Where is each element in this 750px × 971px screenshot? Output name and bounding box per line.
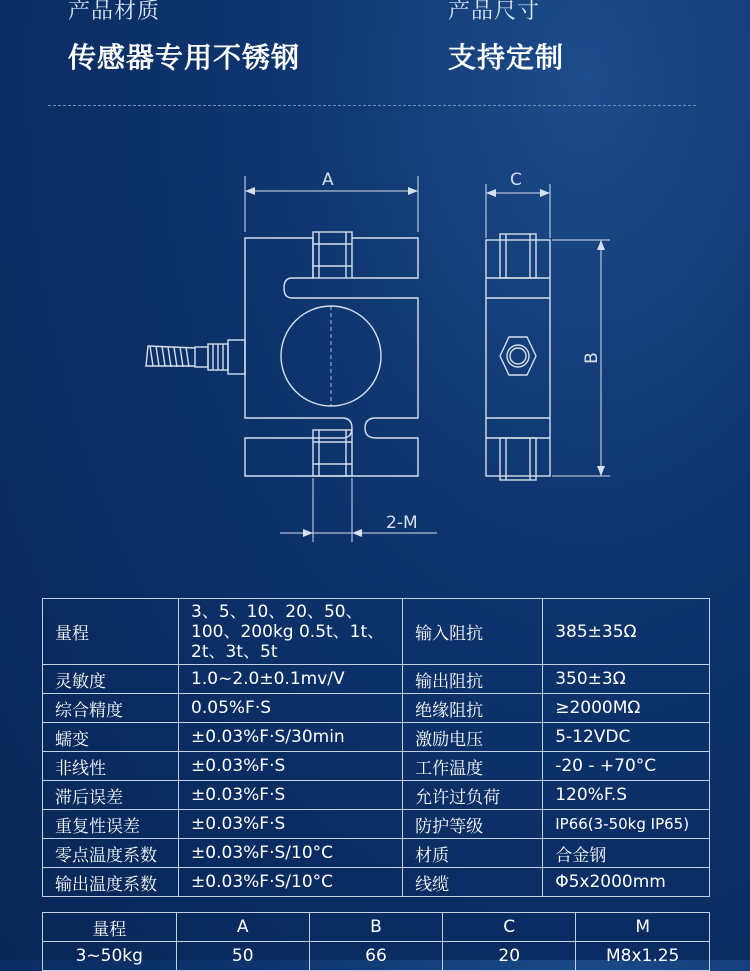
table-cell: 20: [443, 942, 576, 971]
table-row: [43, 694, 710, 723]
spec-value: ±0.03%F·S: [179, 781, 403, 810]
sensor-technical-drawing: [0, 150, 750, 560]
column-header: B: [309, 913, 442, 942]
column-header: A: [176, 913, 309, 942]
table-row: [43, 752, 710, 781]
table-row: [43, 868, 710, 897]
spec-label: 灵敏度: [43, 665, 179, 694]
table-cell: M8x1.25: [576, 942, 710, 971]
spec-value: 3、5、10、20、50、100、200kg 0.5t、1t、2t、3t、5t: [179, 599, 403, 665]
spec-value: ±0.03%F·S/10°C: [179, 839, 403, 868]
spec-label: 输出温度系数: [43, 868, 179, 897]
table-header-row: [43, 913, 710, 942]
spec-value: 120%F.S: [543, 781, 710, 810]
spec-value: Φ5x2000mm: [543, 868, 710, 897]
spec-label: 线缆: [403, 868, 543, 897]
table-cell: 3~50kg: [43, 942, 177, 971]
material-label: 产品材质: [68, 0, 161, 24]
spec-label: 综合精度: [43, 694, 179, 723]
spec-value: 350±3Ω: [543, 665, 710, 694]
column-header: C: [443, 913, 576, 942]
table-row: [43, 723, 710, 752]
column-header: 量程: [43, 913, 177, 942]
table-row: [43, 781, 710, 810]
dimension-label-b: B: [582, 352, 602, 364]
spec-label: 零点温度系数: [43, 839, 179, 868]
spec-label: 允许过负荷: [403, 781, 543, 810]
spec-value: 1.0~2.0±0.1mv/V: [179, 665, 403, 694]
dimension-table: [42, 912, 710, 971]
dimension-label-2m: 2-M: [386, 513, 418, 533]
dimension-label-c: C: [510, 170, 522, 190]
table-cell: 50: [176, 942, 309, 971]
spec-value: ≥2000MΩ: [543, 694, 710, 723]
table-row: [43, 942, 710, 971]
spec-label: 重复性误差: [43, 810, 179, 839]
spec-label: 激励电压: [403, 723, 543, 752]
header-divider: [48, 105, 696, 106]
spec-label: 滞后误差: [43, 781, 179, 810]
spec-label: 防护等级: [403, 810, 543, 839]
spec-label: 材质: [403, 839, 543, 868]
spec-label: 非线性: [43, 752, 179, 781]
spec-value: ±0.03%F·S: [179, 752, 403, 781]
spec-value: ±0.03%F·S: [179, 810, 403, 839]
size-label: 产品尺寸: [448, 0, 541, 24]
spec-value: 5-12VDC: [543, 723, 710, 752]
spec-label: 量程: [43, 599, 179, 665]
material-value: 传感器专用不锈钢: [68, 41, 301, 74]
table-row: [43, 665, 710, 694]
spec-table: [42, 598, 710, 897]
spec-value: 合金钢: [543, 839, 710, 868]
size-value: 支持定制: [448, 41, 565, 74]
spec-label: 蠕变: [43, 723, 179, 752]
spec-value: IP66(3-50kg IP65): [543, 810, 710, 839]
front-view: [146, 176, 437, 542]
spec-label: 输入阻抗: [403, 599, 543, 665]
spec-value: 385±35Ω: [543, 599, 710, 665]
table-row: [43, 599, 710, 665]
spec-label: 输出阻抗: [403, 665, 543, 694]
spec-value: ±0.03%F·S/30min: [179, 723, 403, 752]
table-cell: 66: [309, 942, 442, 971]
table-row: [43, 839, 710, 868]
spec-label: 绝缘阻抗: [403, 694, 543, 723]
column-header: M: [576, 913, 710, 942]
table-row: [43, 810, 710, 839]
spec-value: -20 - +70°C: [543, 752, 710, 781]
spec-value: 0.05%F·S: [179, 694, 403, 723]
dimension-label-a: A: [322, 170, 334, 190]
spec-label: 工作温度: [403, 752, 543, 781]
side-view: [486, 184, 610, 480]
spec-value: ±0.03%F·S/10°C: [179, 868, 403, 897]
